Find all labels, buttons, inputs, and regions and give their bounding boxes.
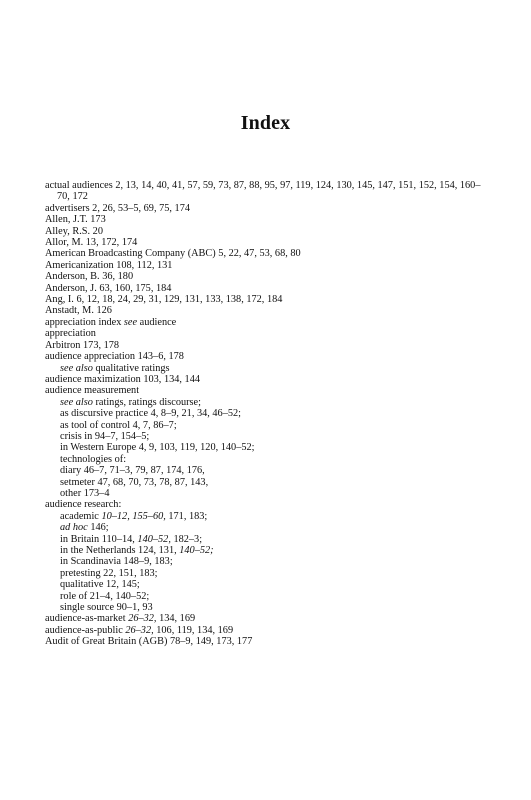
index-entry-text: academic bbox=[60, 510, 102, 522]
index-entry-text: appreciation bbox=[45, 328, 96, 340]
index-entry-text: single source 90–1, 93 bbox=[60, 602, 153, 614]
index-entry-text: 182–3; bbox=[170, 533, 203, 545]
index-entry-text: Alley, R.S. 20 bbox=[45, 225, 103, 237]
index-entry-text: 146; bbox=[87, 522, 109, 534]
index-entry bbox=[45, 636, 493, 647]
index-entry-text: see bbox=[123, 316, 138, 328]
index-entry-text: Ang, I. 6, 12, 18, 24, 29, 31, 129, 131, 133, 138, 172, 184 bbox=[45, 294, 283, 306]
index-entry bbox=[45, 340, 493, 351]
index-entry-text: see also bbox=[60, 396, 93, 408]
index-entry-text: as discursive practice 4, 8–9, 21, 34, 46–52; bbox=[60, 408, 242, 420]
index-entry bbox=[45, 203, 493, 214]
index-entry bbox=[45, 294, 493, 305]
index-entry-text: ad hoc bbox=[60, 522, 88, 534]
index-entry bbox=[45, 328, 493, 339]
index-entry-text: Anderson, J. 63, 160, 175, 184 bbox=[45, 282, 172, 294]
index-entry bbox=[45, 305, 493, 316]
index-entry-text: in Britain 110–14, bbox=[60, 533, 138, 545]
index-subentry bbox=[45, 488, 493, 499]
index-entry-text: in Western Europe 4, 9, 103, 119, 120, 140–52; bbox=[60, 442, 255, 454]
index-subentry bbox=[45, 397, 493, 408]
index-entry-text: Anstadt, M. 126 bbox=[45, 305, 112, 317]
page-title: Index bbox=[240, 112, 291, 134]
index-entry-text: other 173–4 bbox=[60, 487, 110, 499]
index-subentry bbox=[45, 420, 493, 431]
index-entry-text: qualitative 12, 145; bbox=[60, 579, 140, 591]
index-entry-text: Anderson, B. 36, 180 bbox=[45, 271, 134, 283]
index-subentry bbox=[45, 568, 493, 579]
index-entry-text: advertisers 2, 26, 53–5, 69, 75, 174 bbox=[45, 202, 190, 214]
index-entry bbox=[45, 613, 493, 624]
index-subentry bbox=[45, 431, 493, 442]
index-entry-text: 106, 119, 134, 169 bbox=[153, 624, 234, 636]
index-entry-text: 134, 169 bbox=[156, 613, 196, 625]
index-entry-text: setmeter 47, 68, 70, 73, 78, 87, 143, bbox=[60, 476, 209, 488]
index-entry bbox=[45, 499, 493, 510]
index-entry bbox=[45, 385, 493, 396]
index-entry bbox=[45, 374, 493, 385]
index-subentry bbox=[45, 454, 493, 465]
index-subentry bbox=[45, 556, 493, 567]
index-subentry bbox=[45, 442, 493, 453]
index-subentry bbox=[45, 408, 493, 419]
index-entry bbox=[45, 180, 493, 203]
index-entry-text: American Broadcasting Company (ABC) 5, 22, 47, 53, 68, 80 bbox=[45, 248, 301, 260]
index-entry-text: ratings, ratings discourse; bbox=[92, 396, 201, 408]
index-entry bbox=[45, 351, 493, 362]
index-entry-text: Arbitron 173, 178 bbox=[45, 339, 120, 351]
index-entry-text: audience research: bbox=[45, 499, 122, 511]
index-subentry bbox=[45, 579, 493, 590]
index-subentry bbox=[45, 465, 493, 476]
index-entry-text: audience maximization 103, 134, 144 bbox=[45, 373, 200, 385]
index-entry-text: technologies of: bbox=[60, 453, 127, 465]
index-entry bbox=[45, 237, 493, 248]
index-entry-text: actual audiences 2, 13, 14, 40, 41, 57, 59, 73, 87, 88, 95, 97, 119, 124, 130, 145, 147, 151, 152, 154, 160–70, 172 bbox=[45, 180, 481, 203]
index-entry-text: appreciation index bbox=[45, 316, 124, 328]
index-subentry bbox=[45, 511, 493, 522]
index-entry bbox=[45, 248, 493, 259]
index-entry-text: 140–52, bbox=[137, 533, 171, 545]
index-entry-text: 10–12, 155–60, bbox=[101, 510, 166, 522]
index-entry-text: audience appreciation 143–6, 178 bbox=[45, 351, 184, 363]
index-entry bbox=[45, 317, 493, 328]
index-entry-text: Americanization 108, 112, 131 bbox=[45, 259, 173, 271]
index-entry-text: 26–32, bbox=[128, 613, 157, 625]
index-entry-text: diary 46–7, 71–3, 79, 87, 174, 176, bbox=[60, 465, 205, 477]
index-entry-text: audience-as-public bbox=[45, 624, 126, 636]
index-entry-text: audience-as-market bbox=[45, 613, 129, 625]
index-entry-text: Audit of Great Britain (AGB) 78–9, 149, 173, 177 bbox=[45, 636, 253, 648]
index-entry-text: crisis in 94–7, 154–5; bbox=[60, 430, 150, 442]
index-entry bbox=[45, 260, 493, 271]
index-entry-text: 26–32, bbox=[125, 624, 154, 636]
index-entry bbox=[45, 214, 493, 225]
index-subentry bbox=[45, 534, 493, 545]
index-entry-text: role of 21–4, 140–52; bbox=[60, 590, 150, 602]
index-entry-text: audience bbox=[137, 316, 177, 328]
index-entry-text: 140–52; bbox=[179, 545, 214, 556]
index-entry-text: 171, 183; bbox=[165, 510, 208, 522]
index-subentry bbox=[45, 363, 493, 374]
index-entry-text: qualitative ratings bbox=[92, 362, 170, 374]
index-entry bbox=[45, 625, 493, 636]
index-entries bbox=[45, 180, 493, 648]
index-entry-text: in the Netherlands 124, 131, bbox=[60, 545, 180, 556]
index-entry bbox=[45, 271, 493, 282]
index-entry-text: audience measurement bbox=[45, 385, 140, 397]
index-entry bbox=[45, 226, 493, 237]
index-subentry bbox=[45, 522, 493, 533]
index-entry-text: as tool of control 4, 7, 86–7; bbox=[60, 419, 177, 431]
index-entry-text: in Scandinavia 148–9, 183; bbox=[60, 556, 173, 568]
index-entry-text: Allen, J.T. 173 bbox=[45, 214, 106, 226]
index-subentry bbox=[45, 602, 493, 613]
index-entry-text: pretesting 22, 151, 183; bbox=[60, 567, 158, 579]
index-subentry bbox=[45, 545, 493, 556]
index-entry bbox=[45, 283, 493, 294]
index-entry-text: Allor, M. 13, 172, 174 bbox=[45, 237, 138, 249]
index-entry-text: see also bbox=[60, 362, 93, 374]
index-subentry bbox=[45, 591, 493, 602]
index-subentry bbox=[45, 477, 493, 488]
